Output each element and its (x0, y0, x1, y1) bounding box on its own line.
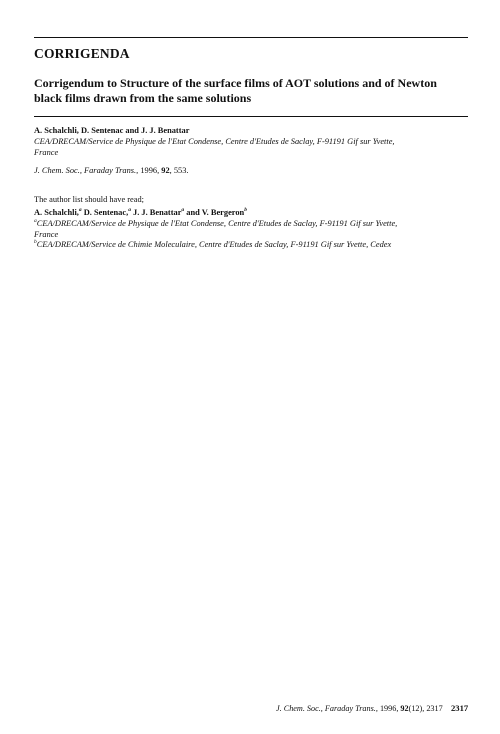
affiliation-text: CEA/DRECAM/Service de Chimie Moleculaire, Centre d'Etudes de Saclay, F-91191 Gif sur Yvette, Cedex (36, 240, 392, 249)
footer-citation (276, 704, 443, 713)
author-name: and V. Bergeron (184, 208, 245, 217)
affiliation-superscript: b (34, 239, 37, 246)
affiliation-superscript: a (34, 218, 37, 225)
reference-year: , 1996, (136, 166, 162, 175)
original-authors: A. Schalchli, D. Sentenac and J. J. Benattar (34, 126, 190, 135)
footer-issue-pages: (12), 2317 (408, 704, 443, 713)
author-name: A. Schalchli, (34, 208, 79, 217)
corrected-affiliation-b (34, 240, 404, 251)
correction-note: The author list should have read; (34, 195, 145, 204)
title-rule (34, 116, 468, 117)
footer-volume: 92 (400, 704, 409, 713)
section-title: CORRIGENDA (34, 46, 130, 61)
author-superscript: a (181, 207, 185, 214)
reference-volume: 92 (161, 166, 170, 175)
author-name: D. Sentenac, (81, 208, 129, 217)
article-title: Corrigendum to Structure of the surface films of AOT solutions and of Newton black films drawn from the same solutions (34, 76, 437, 105)
original-reference (34, 166, 434, 177)
top-rule (34, 37, 468, 38)
affiliation-text: CEA/DRECAM/Service de Physique de l'Etat Condense, Centre d'Etudes de Saclay, F-91191 Gif sur Yvette, France (34, 219, 398, 239)
author-superscript: a (128, 207, 131, 214)
author-name: J. J. Benattar (130, 208, 182, 217)
author-superscript: b (244, 207, 247, 214)
original-affiliation: CEA/DRECAM/Service de Physique de l'Etat Condense, Centre d'Etudes de Saclay, F-91191 Gif sur Yvette, France (34, 137, 395, 157)
corrected-affiliation-a (34, 219, 404, 240)
reference-pages: , 553. (169, 166, 189, 175)
reference-journal: J. Chem. Soc., Faraday Trans. (34, 166, 137, 175)
footer-journal: J. Chem. Soc., Faraday Trans. (276, 704, 376, 713)
page-number: 2317 (451, 703, 469, 713)
author-superscript: a (78, 207, 82, 214)
corrected-authors (34, 208, 434, 219)
footer-year: , 1996, (375, 704, 401, 713)
